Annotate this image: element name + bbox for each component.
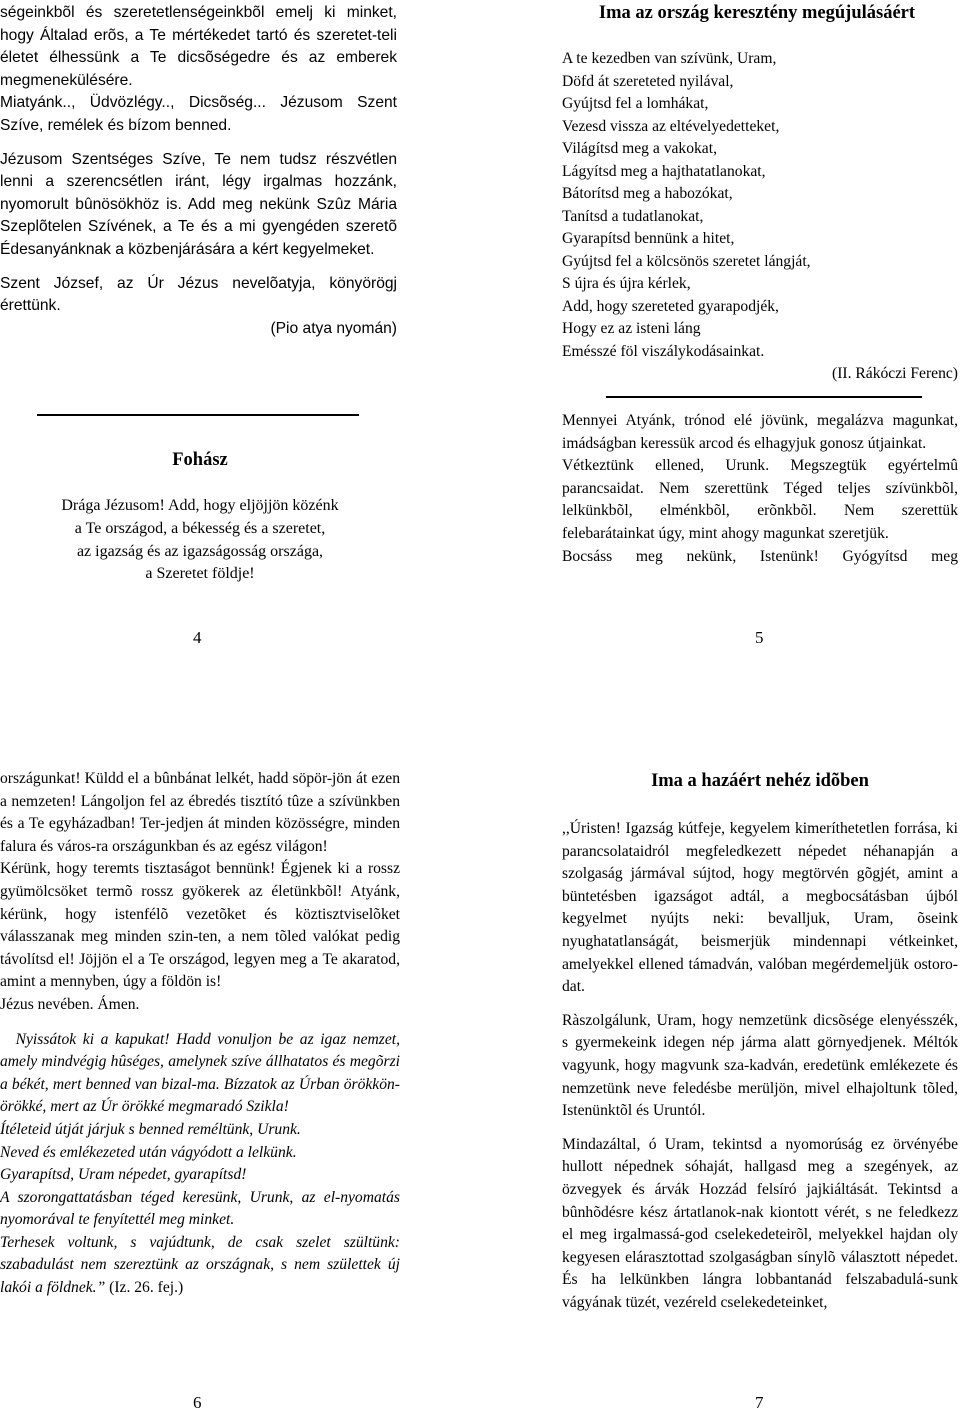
poem-line-5: Világítsd meg a vakokat, bbox=[562, 140, 717, 157]
page4-divider bbox=[37, 414, 359, 416]
poem-line-14: Emésszé föl viszálykodásainkat. bbox=[562, 342, 765, 360]
page-number-6: 6 bbox=[193, 1393, 202, 1412]
page7-paragraph-3: Mindazáltal, ó Uram, tekintsd a nyomorúság ez örvényébe hullott népednek sóhaját, hallgasd meg a szegények, az özvegyek és árvák Hozzád felsíró jajkiáltását. Tekintsd a bûnhõdésre kész ártatlanok-nak kiontott vérét, s ne feledkezz el meg irgalmassá-god cselekedeteirõl, melyekkel hajdan oly kegyesen elárasztottad szolgaságban sínylõ választott népedet. És ha lelkünkben lángra lobbantanád felszabadulá-sunk vágyának tüzét, vezéreld cselekedeteinket, bbox=[562, 1135, 958, 1311]
page6-quote-1: Nyissátok ki a kapukat! Hadd vonuljon be az igaz nemzet, amely mindvégig hûséges, amelynek szíve állhatatos és megõrzi a békét, mert benned van bizal-ma. Bízzatok az Úrban örökkön-örökké, mert az Úr örökké megmaradó Szikla! bbox=[0, 1030, 400, 1116]
page-5-prayer bbox=[562, 410, 958, 568]
page-number-7: 7 bbox=[755, 1393, 764, 1412]
page6-quote-6-ref: (Iz. 26. fej.) bbox=[109, 1279, 184, 1297]
poem-line-7: Bátorítsd meg a habozókat, bbox=[562, 185, 733, 202]
fohasz-title: Fohász bbox=[172, 450, 228, 470]
page4-paragraph-2: Miatyánk.., Üdvözlégy.., Dicsõség... Jézusom Szent Szíve, remélek és bízom benned. bbox=[0, 94, 397, 134]
poem-line-8: Tanítsd a tudatlanokat, bbox=[562, 207, 704, 225]
page6-quote-2: Ítéleteid útját járjuk s benned reméltünk, Urunk. bbox=[0, 1120, 301, 1138]
page6-paragraph-3: Jézus nevében. Ámen. bbox=[0, 995, 140, 1013]
poem-line-4: Vezesd vissza az eltévelyedetteket, bbox=[562, 117, 780, 135]
poem-line-9: Gyarapítsd bennünk a hitet, bbox=[562, 230, 735, 247]
fohasz-line-3: az igazság és az igazságosság országa, bbox=[76, 542, 324, 560]
poem-line-6: Lágyítsd meg a hajthatatlanokat, bbox=[562, 162, 766, 180]
page7-paragraph-1: ,,Úristen! Igazság kútfeje, kegyelem kimeríthetetlen forrása, ki parancsolataidról megfeledkezett népedet néhanapján a szolgaság jármával sújtod, hogy megtörvén gõgjét, amint a büntetésben igazságot adtál, a megbocsátásban újból kegyelmet nyújts neki: bevalljuk, Uram, õseink nyughatatlanságát, beismerjük mindennapi vétkeinket, amelyekkel ellened támadván, valóban megérdemeljük ostoro-dat. bbox=[562, 820, 958, 996]
page6-quote-3: Neved és emlékezeted után vágyódott a lelkünk. bbox=[0, 1143, 297, 1161]
page5-source: (II. Rákóczi Ferenc) bbox=[832, 365, 958, 382]
page-number-4: 4 bbox=[193, 628, 202, 647]
page6-quote-6 bbox=[0, 1232, 400, 1300]
page5-paragraph-3: Bocsáss meg nekünk, Istenünk! Gyógyítsd meg bbox=[562, 547, 958, 565]
page4-source: (Pio atya nyomán) bbox=[270, 319, 397, 337]
page6-paragraph-2: Kérünk, hogy teremts tisztaságot bennünk! Égjenek ki a rossz gyümölcsöket termõ rossz gyökerek az életünkbõl! Atyánk, kérünk, hogy istenfélõ vezetõket és köztisztviselõket válasszanak meg minden szin-ten, a nem tõled valókat pedig távolítsd el! Jöjjön el a Te országod, legyen meg a Te akaratod, amint a mennyben, úgy a földön is! bbox=[0, 860, 400, 991]
page7-title: Ima a hazáért nehéz idõben bbox=[651, 771, 869, 791]
page-6 bbox=[0, 768, 400, 1300]
fohasz-line-2: a Te országod, a békesség és a szeretet, bbox=[74, 519, 326, 537]
page-number-5: 5 bbox=[755, 628, 764, 647]
page6-quote-4: Gyarapítsd, Uram népedet, gyarapítsd! bbox=[0, 1166, 247, 1184]
page-7 bbox=[562, 768, 958, 1314]
page4-paragraph-1: ségeinkbõl és szeretetlenségeinkbõl emelj ki minket, hogy Általad erõs, a Te mértékedet tartó és szeretet-teli életet élhessünk a Te dicsõségedre és az emberek megmenekülésére. bbox=[0, 4, 397, 89]
poem-line-1: A te kezedben van szívünk, Uram, bbox=[562, 50, 777, 67]
poem-line-10: Gyújtsd fel a kölcsönös szeretet lángját, bbox=[562, 252, 811, 270]
poem-line-12: Add, hogy szereteted gyarapodjék, bbox=[562, 297, 779, 315]
fohasz-line-1: Drága Jézusom! Add, hogy eljöjjön közénk bbox=[61, 497, 339, 514]
poem-line-2: Döfd át szereteted nyilával, bbox=[562, 72, 734, 90]
page5-paragraph-1: Mennyei Atyánk, trónod elé jövünk, megalázva magunkat, imádságban keressük arcod és elhagyjuk gonosz útjainkat. bbox=[562, 412, 958, 452]
page4-paragraph-4: Szent József, az Úr Jézus nevelõatyja, könyörögj érettünk. bbox=[0, 274, 397, 315]
page7-paragraph-2: Ràszolgálunk, Uram, hogy nemzetünk dicsõsége elenyésszék, s gyermekeink idegen nép járma alatt görnyedjenek. Méltók vagyunk, hogy magvunk sza-kadván, eredetünk emlékezete és nemzetünk neve feledésbe merüljön, mivel elhajoltunk tõled, Istenünktõl és Uruntól. bbox=[562, 1011, 958, 1120]
page5-divider bbox=[606, 396, 922, 398]
poem-line-11: S újra és újra kérlek, bbox=[562, 275, 691, 292]
fohasz-section bbox=[0, 450, 400, 586]
poem-line-13: Hogy ez az isteni láng bbox=[562, 320, 701, 337]
page6-paragraph-1: országunkat! Küldd el a bûnbánat lelkét, hadd söpör-jön át ezen a nemzeten! Lángoljon fel az ébredés tisztító tûze a szívünkben és a Te egyházadban! Ter-jedjen át minden közösségre, minden falura és város-ra országunkban és az egész világon! bbox=[0, 770, 400, 855]
page4-paragraph-3: Jézusom Szentséges Szíve, Te nem tudsz részvétlen lenni a szerencsétlen iránt, légy irgalmas hozzánk, nyomorult bûnösökhöz is. Add meg nekünk Szûz Mária Szeplõtelen Szívének, a Te és a mi gyengéden szeretõ Édesanyánknak a közbenjárására a kért kegyelmeket. bbox=[0, 150, 397, 258]
page5-paragraph-2: Vétkeztünk ellened, Urunk. Megszegtük egyértelmû parancsaidat. Nem szerettünk Téged teljes szívünkbõl, lelkünkbõl, elménkbõl, erõnkbõl. Nem szerettük felebarátainkat úgy, mint ahogy magunkat szeretjük. bbox=[562, 457, 958, 542]
poem-line-3: Gyújtsd fel a lomhákat, bbox=[562, 95, 709, 112]
page6-quote-5: A szorongattatásban téged keresünk, Urunk, az el-nyomatás nyomorával te fenyítettél meg minket. bbox=[0, 1188, 400, 1229]
page-4 bbox=[0, 2, 397, 340]
page-5 bbox=[562, 0, 958, 386]
fohasz-line-4: a Szeretet földje! bbox=[145, 565, 255, 583]
page6-quote-6-text: Terhesek voltunk, s vajúdtunk, de csak szelet szültünk: szabadulást nem szereztünk az országnak, s nem születtek új lakói a földnek.” bbox=[0, 1233, 400, 1297]
page5-title: Ima az ország keresztény megújulásáért bbox=[598, 3, 916, 23]
